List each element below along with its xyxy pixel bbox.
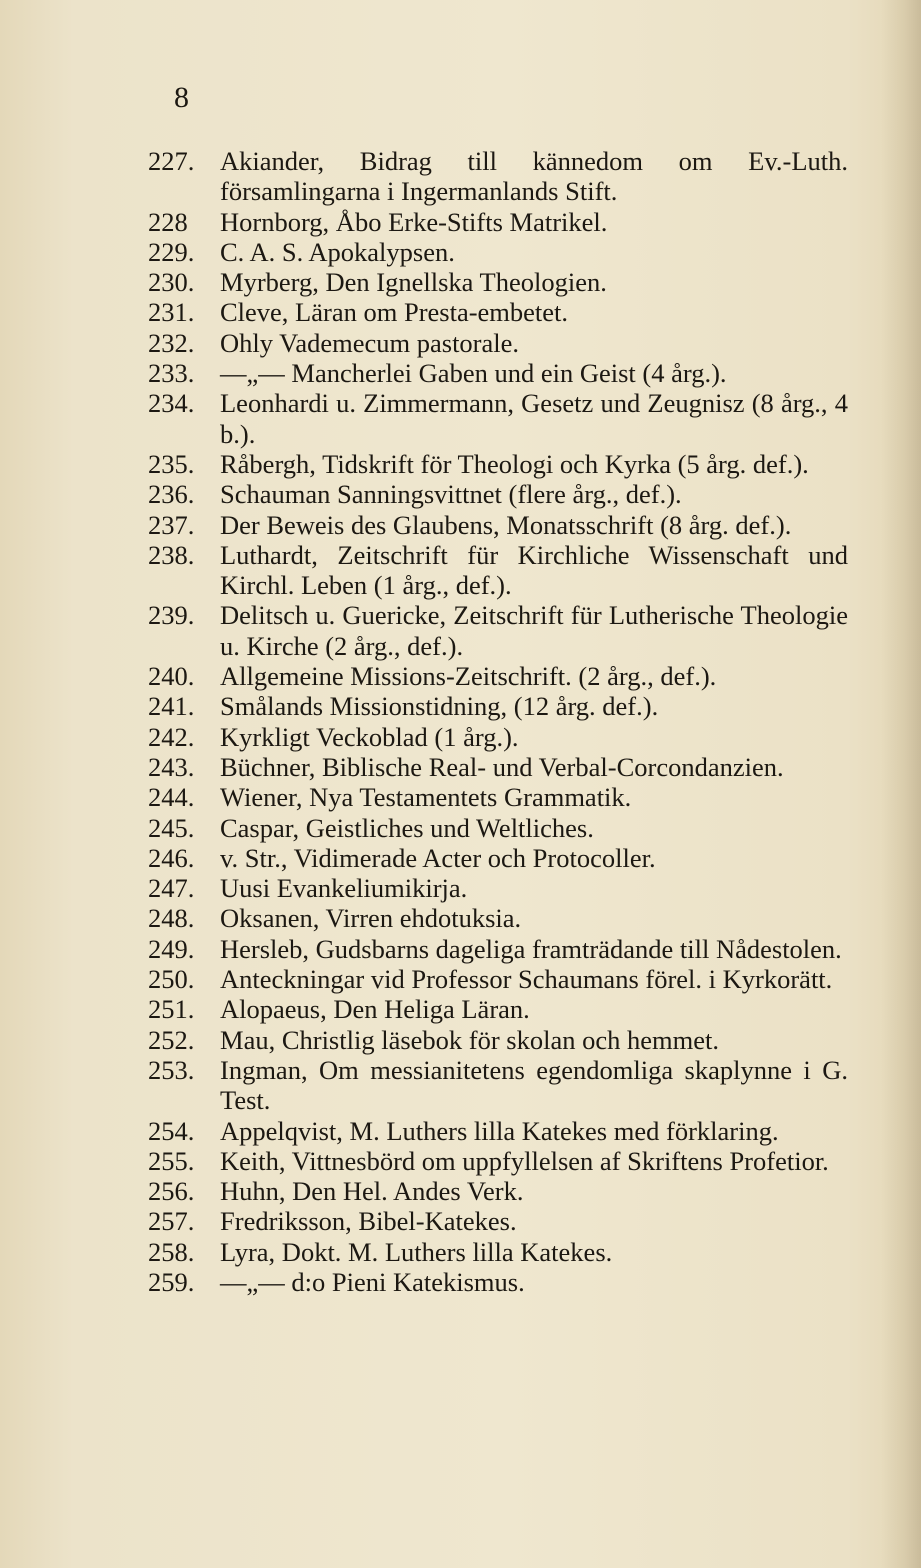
catalog-entry [148, 1055, 848, 1116]
entry-text: Mau, Christlig läsebok för skolan och hemmet. [220, 1024, 719, 1055]
entry-number: 232. [148, 327, 195, 358]
entry-text: Delitsch u. Guericke, Zeitschrift für Lutherische Theologie u. Kirche (2 årg., def.). [220, 600, 848, 661]
catalog-entry [148, 752, 848, 782]
entry-number: 259. [148, 1266, 195, 1297]
entry-text: v. Str., Vidimerade Acter och Protocoller. [220, 842, 656, 873]
catalog-entry [148, 510, 848, 540]
catalog-entry [148, 661, 848, 691]
entry-text: Oksanen, Virren ehdotuksia. [220, 903, 522, 934]
catalog-entry [148, 722, 848, 752]
catalog-entry [148, 903, 848, 933]
catalog-entry [148, 479, 848, 509]
entry-text: —„— d:o Pieni Katekismus. [220, 1266, 525, 1297]
entry-text: Anteckningar vid Professor Schaumans förel. i Kyrkorätt. [220, 964, 833, 995]
entry-number: 239. [148, 600, 195, 631]
catalog-entry [148, 267, 848, 297]
catalog-entry [148, 207, 848, 237]
catalog-entry [148, 1206, 848, 1236]
entry-text: Huhn, Den Hel. Andes Verk. [220, 1176, 524, 1207]
catalog-entry [148, 1146, 848, 1176]
catalog-entry [148, 297, 848, 327]
entry-text: Hornborg, Åbo Erke-Stifts Matrikel. [220, 206, 608, 237]
catalog-entry [148, 691, 848, 721]
entry-number: 236. [148, 479, 195, 510]
entry-number: 237. [148, 509, 195, 540]
entry-number: 247. [148, 873, 195, 904]
catalog-entry [148, 1116, 848, 1146]
page-number: 8 [174, 81, 189, 114]
entry-number: 252. [148, 1024, 195, 1055]
entry-text: Råbergh, Tidskrift för Theologi och Kyrka (5 årg. def.). [220, 448, 809, 479]
catalog-entry [148, 782, 848, 812]
catalog-entry [148, 1025, 848, 1055]
entry-number: 253. [148, 1054, 195, 1085]
entry-number: 233. [148, 358, 195, 389]
entry-number: 242. [148, 721, 195, 752]
entry-number: 254. [148, 1115, 195, 1146]
catalog-entry [148, 540, 848, 601]
catalog-entry [148, 843, 848, 873]
entry-number: 244. [148, 782, 195, 813]
entry-text: Fredriksson, Bibel-Katekes. [220, 1206, 517, 1237]
entry-number: 241. [148, 691, 195, 722]
entry-text: Allgemeine Missions-Zeitschrift. (2 årg., def.). [220, 661, 717, 692]
entry-number: 229. [148, 236, 195, 267]
entry-text: Hersleb, Gudsbarns dageliga framträdande till Nådestolen. [220, 933, 842, 964]
entry-number: 255. [148, 1145, 195, 1176]
entry-text: —„— Mancherlei Gaben und ein Geist (4 årg.). [220, 358, 727, 389]
catalog-entry [148, 237, 848, 267]
catalog-entry-list [148, 146, 848, 1297]
entry-text: Alopaeus, Den Heliga Läran. [220, 994, 530, 1025]
catalog-entry [148, 358, 848, 388]
catalog-entry [148, 934, 848, 964]
entry-number: 235. [148, 448, 195, 479]
catalog-entry [148, 1237, 848, 1267]
entry-text: Uusi Evankeliumikirja. [220, 873, 468, 904]
catalog-entry [148, 994, 848, 1024]
entry-text: C. A. S. Apokalypsen. [220, 236, 455, 267]
entry-text: Büchner, Biblische Real- und Verbal-Corcondanzien. [220, 751, 784, 782]
entry-text: Luthardt, Zeitschrift für Kirchliche Wissenschaft und Kirchl. Leben (1 årg., def.). [220, 539, 848, 601]
entry-text: Cleve, Läran om Presta-embetet. [220, 297, 569, 328]
entry-number: 228 [148, 206, 188, 237]
entry-text: Lyra, Dokt. M. Luthers lilla Katekes. [220, 1236, 613, 1267]
entry-text: Akiander, Bidrag till kännedom om Ev.-Luth. församlingarna i Ingermanlands Stift. [220, 146, 848, 207]
entry-text: Caspar, Geistliches und Weltliches. [220, 812, 594, 843]
entry-text: Kyrkligt Veckoblad (1 årg.). [220, 721, 519, 752]
entry-number: 250. [148, 964, 195, 995]
entry-number: 249. [148, 933, 195, 964]
entry-number: 258. [148, 1236, 195, 1267]
entry-number: 231. [148, 297, 195, 328]
entry-number: 243. [148, 751, 195, 782]
catalog-entry [148, 873, 848, 903]
entry-text: Leonhardi u. Zimmermann, Gesetz und Zeugnisz (8 årg., 4 b.). [220, 388, 848, 449]
catalog-entry [148, 1176, 848, 1206]
entry-number: 238. [148, 539, 195, 570]
entry-number: 227. [148, 146, 195, 176]
entry-text: Wiener, Nya Testamentets Grammatik. [220, 782, 632, 813]
entry-number: 257. [148, 1206, 195, 1237]
entry-number: 246. [148, 842, 195, 873]
catalog-entry [148, 146, 848, 207]
entry-number: 234. [148, 388, 195, 419]
entry-number: 256. [148, 1176, 195, 1207]
entry-text: Schauman Sanningsvittnet (flere årg., def.). [220, 479, 682, 510]
entry-number: 245. [148, 812, 195, 843]
entry-number: 230. [148, 267, 195, 298]
catalog-entry [148, 388, 848, 449]
catalog-entry [148, 449, 848, 479]
entry-number: 240. [148, 661, 195, 692]
entry-text: Ohly Vademecum pastorale. [220, 327, 520, 358]
catalog-entry [148, 964, 848, 994]
entry-text: Appelqvist, M. Luthers lilla Katekes med förklaring. [220, 1115, 779, 1146]
entry-text: Der Beweis des Glaubens, Monatsschrift (8 årg. def.). [220, 509, 792, 540]
entry-number: 251. [148, 994, 195, 1025]
entry-text: Keith, Vittnesbörd om uppfyllelsen af Skriftens Profetior. [220, 1145, 829, 1176]
catalog-entry [148, 600, 848, 661]
catalog-entry [148, 813, 848, 843]
catalog-entry [148, 1267, 848, 1297]
entry-text: Smålands Missionstidning, (12 årg. def.). [220, 691, 659, 722]
page-fold-shadow [881, 0, 921, 1568]
entry-text: Myrberg, Den Ignellska Theologien. [220, 267, 607, 298]
catalog-entry [148, 328, 848, 358]
entry-text: Ingman, Om messianitetens egendomliga skaplynne i G. Test. [220, 1054, 848, 1116]
entry-number: 248. [148, 903, 195, 934]
